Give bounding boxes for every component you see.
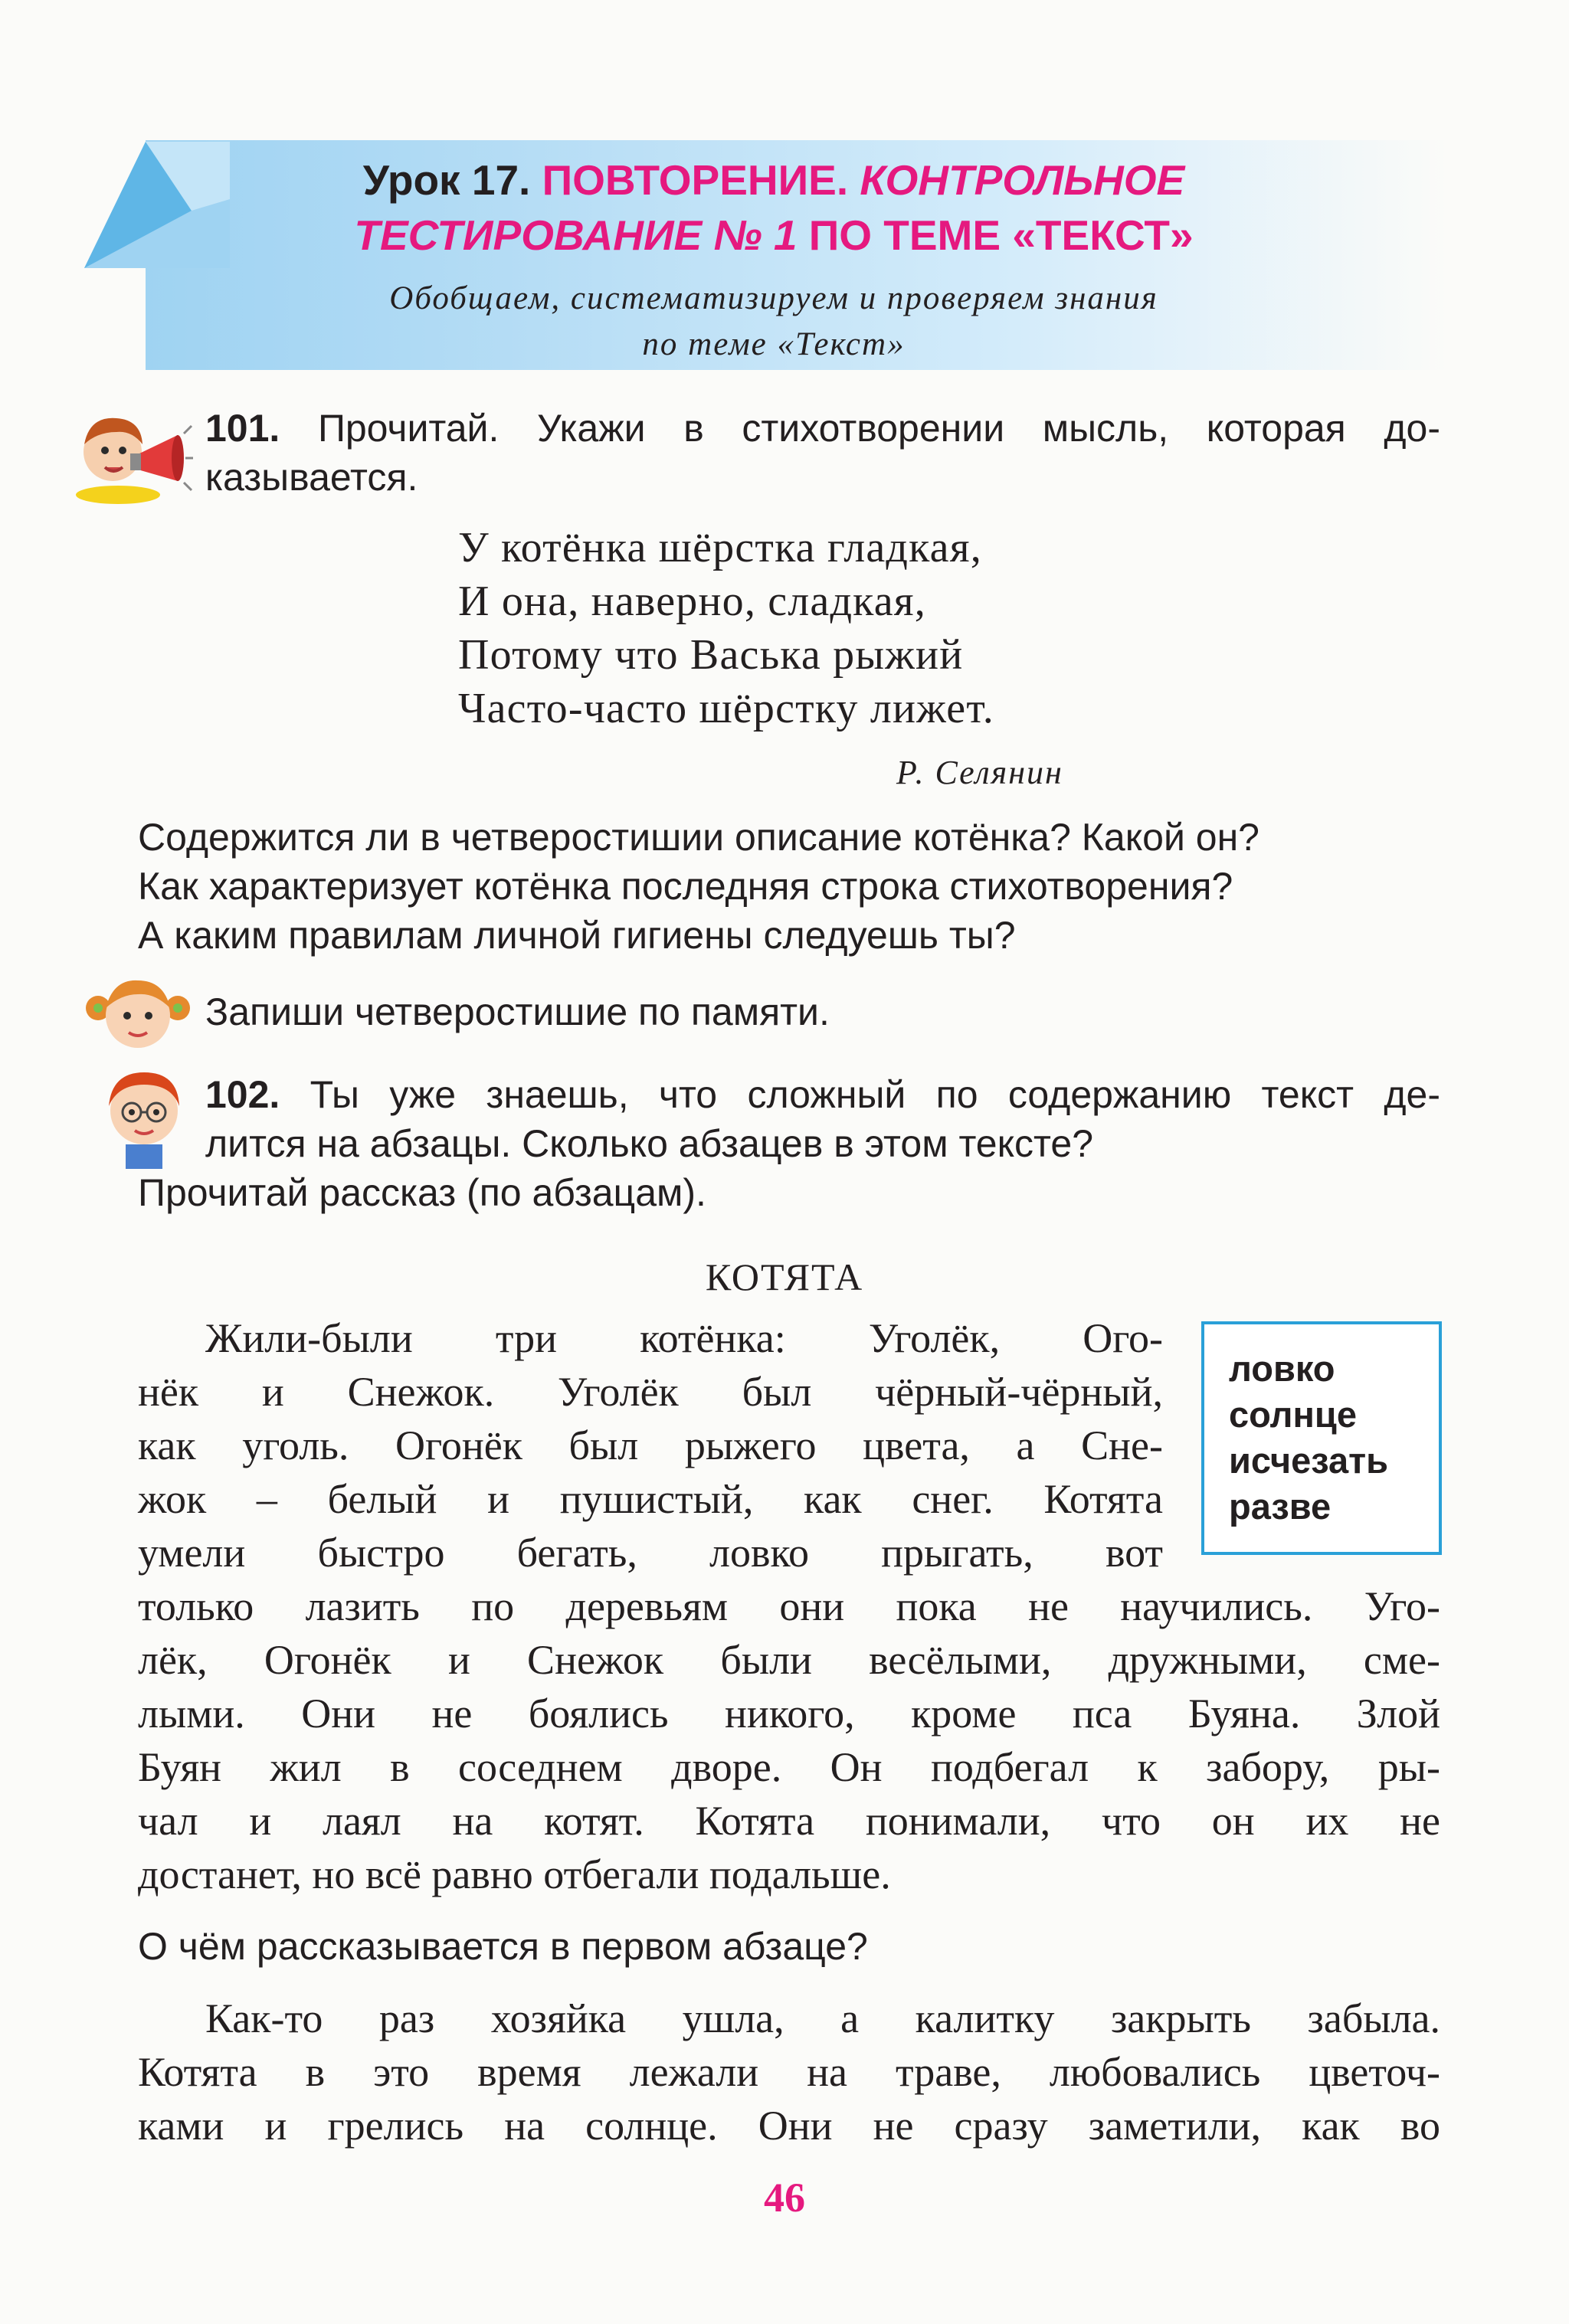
story-line: Котята в это время лежали на траве, любовались цветоч- [138, 2049, 1440, 2095]
vocabulary-word: солнце [1229, 1394, 1357, 1435]
story-line: лёк, Огонёк и Снежок были весёлыми, дружными, сме- [138, 1637, 1440, 1683]
exercise-102-task-line1: 102. Ты уже знаешь, что сложный по содержанию текст де- [205, 1073, 1440, 1116]
vocabulary-word: ловко [1229, 1348, 1335, 1389]
story-line: жок – белый и пушистый, как снег. Котята [138, 1476, 1163, 1522]
story-line: лыми. Они не боялись никого, кроме пса Буяна. Злой [138, 1691, 1440, 1736]
write-task: Запиши четверостишие по памяти. [205, 990, 830, 1033]
boy-megaphone-icon [70, 404, 193, 504]
story-line: ками и грелись на солнце. Они не сразу заметили, как во [138, 2103, 1440, 2149]
lesson-title-line2: ТЕСТИРОВАНИЕ № 1 ПО ТЕМЕ «ТЕКСТ» [354, 211, 1194, 259]
poem-author: Р. Селянин [896, 754, 1063, 791]
poem-line: У котёнка шёрстка гладкая, [458, 524, 982, 571]
story-line: нёк и Снежок. Уголёк был чёрный-чёрный, [138, 1369, 1163, 1415]
lesson-subtitle-2: по теме «Текст» [642, 326, 906, 362]
question-line: Содержится ли в четверостишии описание котёнка? Какой он? [138, 816, 1259, 859]
story-line: как уголь. Огонёк был рыжего цвета, а Сне- [138, 1422, 1163, 1468]
story-line: Как-то раз хозяйка ушла, а калитку закрыть забыла. [205, 1995, 1440, 2041]
exercise-number: 102. [205, 1073, 280, 1116]
exercise-101-task-line1: 101. Прочитай. Укажи в стихотворении мысль, которая до- [205, 407, 1440, 450]
exercise-number: 101. [205, 407, 280, 450]
question-line: Как характеризует котёнка последняя строка стихотворения? [138, 865, 1233, 908]
story-line: умели быстро бегать, ловко прыгать, вот [138, 1530, 1163, 1576]
lesson-title-line1: Урок 17. ПОВТОРЕНИЕ. КОНТРОЛЬНОЕ [362, 156, 1185, 204]
poem-line: Потому что Васька рыжий [458, 631, 964, 679]
vocabulary-box [1201, 1321, 1442, 1555]
story-question: О чём рассказывается в первом абзаце? [138, 1925, 868, 1968]
story-title: КОТЯТА [705, 1255, 864, 1298]
exercise-102-task-line3: Прочитай рассказ (по абзацам). [138, 1171, 706, 1214]
story-line: Буян жил в соседнем дворе. Он подбегал к забору, ры- [138, 1744, 1440, 1790]
poem-line: Часто-часто шёрстку лижет. [458, 685, 995, 732]
story-line: чал и лаял на котят. Котята понимали, что он их не [138, 1798, 1440, 1844]
question-line: А каким правилам личной гигиены следуешь ты? [138, 914, 1016, 957]
story-line: только лазить по деревьям они пока не научились. Уго- [138, 1583, 1440, 1629]
vocabulary-word: исчезать [1229, 1440, 1389, 1481]
poem-line: И она, наверно, сладкая, [458, 578, 926, 625]
story-line: достанет, но всё равно отбегали подальше. [138, 1851, 891, 1897]
lesson-subtitle: Обобщаем, систематизируем и проверяем знания [389, 280, 1158, 316]
page-corner-icon [77, 138, 230, 268]
vocabulary-word: разве [1229, 1486, 1332, 1527]
exercise-101-task-line2: казывается. [205, 456, 418, 499]
exercise-102-task-line2: лится на абзацы. Сколько абзацев в этом тексте? [205, 1122, 1094, 1165]
story-line: Жили-были три котёнка: Уголёк, Ого- [205, 1315, 1163, 1361]
boy-glasses-icon [98, 1065, 190, 1172]
girl-icon [84, 971, 192, 1063]
page-number: 46 [764, 2175, 805, 2221]
